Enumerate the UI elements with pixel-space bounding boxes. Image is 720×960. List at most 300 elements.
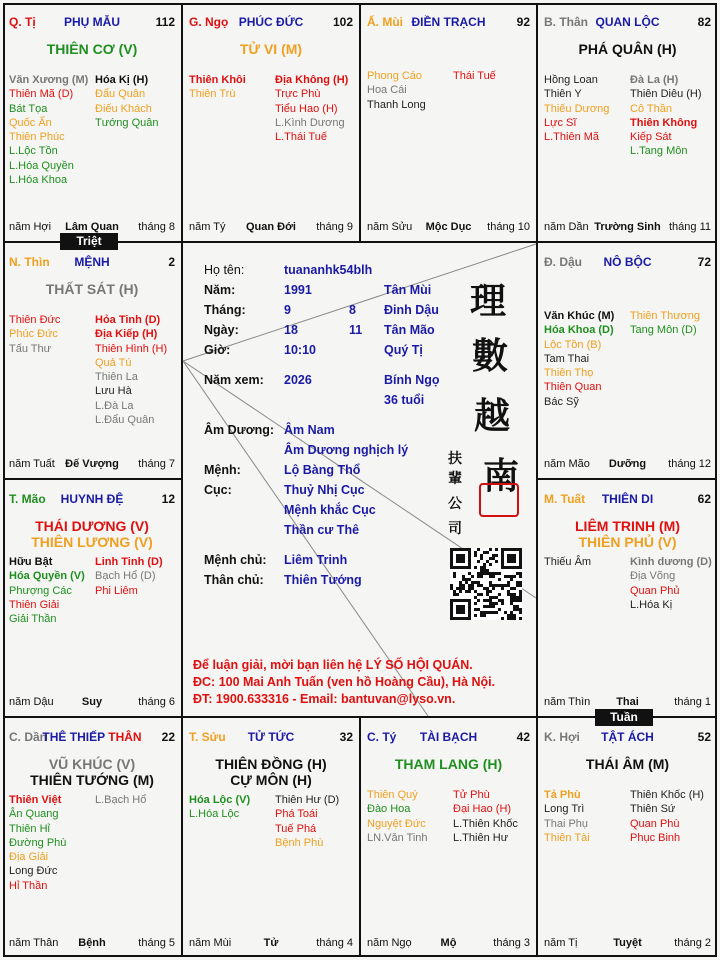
can-chi: C. Dần — [9, 730, 48, 744]
palace-number: 2 — [168, 255, 175, 269]
cycle-year: năm Thân — [9, 937, 59, 949]
minor-star: Đào Hoa — [367, 803, 411, 816]
minor-star: Quan Phủ — [630, 584, 680, 597]
palace-footer — [189, 221, 353, 235]
stars-left — [9, 793, 66, 893]
hour-can-chi: Quý Tị — [384, 343, 423, 357]
cycle-month: tháng 2 — [674, 937, 711, 949]
main-star: VŨ KHÚC (V) — [48, 756, 136, 772]
stars-left — [544, 73, 609, 144]
palace-number: 12 — [161, 492, 175, 506]
minor-star: Tuế Phá — [275, 822, 317, 835]
minor-star: L.Tang Môn — [630, 145, 688, 158]
main-star: PHÁ QUÂN (H) — [578, 41, 677, 57]
than-cu-note: Thần cư Thê — [284, 523, 360, 537]
minor-star: Giải Thần — [9, 613, 57, 626]
can-chi: G. Ngọ — [189, 15, 229, 29]
stars-left — [9, 73, 88, 187]
palace-name — [544, 492, 711, 506]
stars-right — [95, 313, 167, 427]
cuc-label: Cục: — [204, 483, 232, 497]
palace-name-text: THÊ THIẾP — [42, 730, 105, 744]
minor-star: Thiên La — [95, 371, 138, 384]
minor-star: Bạch Hổ (D) — [95, 570, 156, 583]
palace-name-text: THIÊN DI — [601, 492, 654, 506]
minor-star: Hồng Loan — [544, 74, 598, 86]
minor-star: Thiếu Dương — [544, 102, 610, 115]
cycle-month: tháng 1 — [674, 696, 711, 708]
palace-name — [9, 255, 175, 269]
cycle-month: tháng 6 — [138, 696, 175, 708]
palace-name — [544, 15, 711, 29]
calligraphy-char: 越 — [474, 395, 511, 437]
minor-star: Phúc Đức — [9, 328, 58, 341]
minor-star: L.Hóa Quyền — [9, 159, 74, 172]
minor-star: Thiên Diêu (H) — [630, 88, 702, 101]
minor-star: L.Hóa Lộc — [189, 808, 240, 821]
cycle-month: tháng 10 — [487, 221, 530, 233]
cycle-month: tháng 12 — [668, 458, 711, 470]
minor-star: Địa Kiếp (H) — [95, 328, 158, 341]
palace-name-text: QUAN LỘC — [595, 15, 660, 29]
month-label: Tháng: — [204, 303, 246, 317]
minor-star: LN.Văn Tinh — [367, 831, 428, 844]
stars-left — [544, 309, 614, 409]
calligraphy-side: 扶 — [448, 451, 462, 467]
minor-star: L.Thiên Mã — [544, 131, 600, 144]
name-label: Họ tên: — [204, 263, 245, 277]
minor-star: Thiên Sứ — [630, 803, 676, 816]
stars-left — [367, 788, 428, 845]
minor-star: Thiên Hư (D) — [275, 794, 340, 806]
minor-star: Hữu Bật — [9, 556, 53, 568]
stars-left — [544, 555, 591, 569]
minor-star: Địa Giải — [9, 851, 49, 864]
calligraphy-side: 公 — [448, 496, 462, 512]
than-chu-value: Thiên Tướng — [284, 573, 362, 587]
life-stage: Đế Vượng — [65, 458, 119, 470]
palace-cell-ngo — [183, 3, 359, 241]
stars-left — [189, 73, 246, 102]
palace-name — [9, 15, 175, 29]
minor-star: Điếu Khách — [95, 102, 152, 115]
minor-star: L.Hóa Khoa — [9, 174, 68, 187]
minor-star: Thiên Trù — [189, 88, 236, 101]
palace-number: 82 — [697, 15, 711, 29]
calligraphy-char: 理 — [470, 280, 507, 322]
can-chi: T. Sửu — [189, 730, 226, 744]
minor-star: Đường Phù — [9, 836, 67, 849]
palace-header — [9, 730, 175, 746]
can-chi: M. Tuất — [544, 492, 586, 506]
palace-header — [544, 730, 711, 746]
am-duong-value: Âm Nam — [284, 423, 335, 437]
life-stage: Quan Đới — [246, 221, 296, 233]
palace-number: 32 — [339, 730, 353, 744]
cycle-year: năm Dậu — [9, 696, 54, 708]
minor-star: Quan Phù — [630, 817, 680, 830]
palace-name-text: MỆNH — [74, 255, 110, 269]
life-stage: Bệnh — [78, 937, 106, 949]
palace-header — [367, 15, 530, 31]
palace-number: 102 — [332, 15, 353, 29]
palace-footer — [9, 937, 175, 951]
stars-right — [630, 788, 704, 845]
palace-header — [544, 15, 711, 31]
cycle-year: năm Dần — [544, 221, 589, 233]
main-star: THIÊN TƯỚNG (M) — [30, 772, 154, 788]
cycle-month: tháng 8 — [138, 221, 175, 233]
day-lunar: 11 — [349, 323, 363, 337]
stars-left — [189, 793, 250, 822]
palace-name-text: HUYNH ĐỆ — [60, 492, 124, 506]
minor-star: Thiên Y — [544, 88, 582, 101]
palace-cell-thin — [3, 243, 181, 478]
minor-star: L.Hóa Kị — [630, 598, 673, 611]
age-value: 36 tuổi — [384, 393, 425, 407]
palace-name-text: PHÚC ĐỨC — [238, 15, 304, 29]
minor-star: Long Đức — [9, 865, 58, 878]
than-marker: THÂN — [108, 730, 142, 744]
minor-star: Phá Toái — [275, 808, 318, 821]
day-value: 18 — [284, 323, 298, 337]
minor-star: Lực Sĩ — [544, 116, 577, 129]
minor-star: Đẩu Quân — [95, 88, 146, 101]
palace-name-text: TÀI BẠCH — [419, 730, 478, 744]
minor-star: Thiên Hình (H) — [95, 342, 168, 355]
can-chi: K. Hợi — [544, 730, 580, 744]
hour-label: Giờ: — [204, 343, 231, 357]
stars-right — [95, 555, 163, 598]
calligraphy-char: 數 — [472, 335, 509, 377]
life-stage: Mộc Dục — [425, 221, 472, 233]
year-label: Năm: — [204, 283, 236, 297]
minor-star: Tam Thai — [544, 352, 590, 365]
seal-stamp — [479, 483, 519, 517]
minor-star: Thiên Quan — [544, 381, 602, 394]
palace-name — [9, 730, 175, 744]
main-star: CỰ MÔN (H) — [230, 772, 312, 788]
cycle-month: tháng 11 — [668, 221, 711, 233]
triet-badge: Triệt — [60, 233, 118, 250]
life-stage: Trường Sinh — [594, 221, 661, 233]
minor-star: Linh Tinh (D) — [95, 556, 163, 568]
menh-value: Lộ Bàng Thổ — [284, 463, 361, 477]
palace-name — [9, 492, 175, 506]
palace-number: 22 — [161, 730, 175, 744]
minor-star: Tử Phù — [453, 789, 490, 801]
life-stage: Tuyệt — [613, 937, 642, 949]
minor-star: Quả Tú — [95, 356, 132, 369]
minor-star: Văn Khúc (M) — [544, 310, 615, 322]
minor-star: L.Đà La — [95, 399, 134, 412]
palace-number: 92 — [516, 15, 530, 29]
palace-footer — [544, 937, 711, 951]
minor-star: Long Trì — [544, 803, 585, 816]
cycle-month: tháng 4 — [316, 937, 353, 949]
stars-right — [275, 73, 348, 144]
cycle-year: năm Tý — [189, 221, 226, 233]
palace-footer — [367, 937, 530, 951]
minor-star: Thiên Khôi — [189, 74, 246, 86]
minor-star: Văn Xương (M) — [9, 74, 89, 86]
cycle-year: năm Sửu — [367, 221, 413, 233]
minor-star: Hóa Lộc (V) — [189, 794, 251, 806]
minor-star: Thiên Không — [630, 116, 698, 129]
minor-star: L.Bạch Hổ — [95, 794, 147, 806]
day-label: Ngày: — [204, 323, 239, 337]
month-value: 9 — [284, 303, 291, 317]
calligraphy-side: 輩 — [448, 471, 462, 487]
palace-cell-ty — [361, 718, 536, 957]
minor-star: Thiên Tài — [544, 831, 590, 844]
cycle-year: năm Mão — [544, 458, 590, 470]
contact-line: Để luận giải, mời bạn liên hệ LÝ SỐ HỘI QUÁN. — [193, 658, 473, 672]
minor-star: L.Đẩu Quân — [95, 414, 155, 427]
minor-star: Cô Thần — [630, 102, 672, 115]
name-value: tuananhk54blh — [284, 263, 373, 277]
palace-cell-hoi — [538, 718, 717, 957]
minor-star: Thiên Mã (D) — [9, 88, 74, 101]
palace-header — [9, 255, 175, 271]
palace-name-text: TẬT ÁCH — [601, 730, 654, 744]
life-stage: Tử — [263, 937, 279, 949]
palace-footer — [9, 458, 175, 472]
life-stage: Lâm Quan — [65, 221, 119, 233]
minor-star: Thiên Phúc — [9, 131, 65, 144]
palace-name-text: NÔ BỘC — [603, 255, 652, 269]
minor-star: Bát Tọa — [9, 102, 48, 115]
cuc-note: Mệnh khắc Cục — [284, 503, 376, 517]
cycle-year: năm Tị — [544, 937, 578, 949]
minor-star: Thiên Hỉ — [9, 822, 50, 835]
palace-header — [544, 255, 711, 271]
minor-star: Nguyệt Đức — [367, 817, 426, 830]
main-star: LIÊM TRINH (M) — [575, 518, 680, 534]
can-chi: N. Thìn — [9, 255, 50, 269]
tuan-badge: Tuần — [595, 709, 653, 726]
palace-cell-dan — [3, 718, 181, 957]
day-can-chi: Tân Mão — [384, 323, 435, 337]
palace-name — [189, 730, 353, 744]
minor-star: Địa Không (H) — [275, 74, 349, 86]
calligraphy-char: 南 — [483, 455, 520, 497]
minor-star: Thiên Việt — [9, 794, 62, 806]
main-star: THẤT SÁT (H) — [45, 281, 139, 297]
palace-header — [189, 15, 353, 31]
cuc-value: Thuỷ Nhị Cục — [284, 483, 365, 497]
minor-star: Thiên Thương — [630, 310, 701, 322]
minor-star: Hỏa Tinh (D) — [95, 314, 161, 326]
am-duong-label: Âm Dương: — [204, 423, 275, 437]
cycle-month: tháng 9 — [316, 221, 353, 233]
main-star: TỬ VI (M) — [239, 41, 303, 57]
main-star: THÁI ÂM (M) — [585, 756, 670, 772]
minor-star: L.Kình Dương — [275, 116, 345, 129]
palace-cell-ti — [3, 3, 181, 241]
minor-star: Hoa Cái — [367, 84, 407, 97]
palace-cell-mui — [361, 3, 536, 241]
palace-number: 42 — [516, 730, 530, 744]
view-year-can-chi: Bính Ngọ — [384, 373, 440, 387]
palace-number: 72 — [697, 255, 711, 269]
stars-left — [9, 313, 60, 356]
cycle-month: tháng 3 — [493, 937, 530, 949]
cycle-year: năm Mùi — [189, 937, 232, 949]
minor-star: Thai Phụ — [544, 817, 589, 830]
stars-right — [453, 69, 496, 83]
cycle-year: năm Tuất — [9, 458, 55, 470]
am-duong-note: Âm Dương nghịch lý — [284, 443, 409, 457]
minor-star: Ân Quang — [9, 808, 59, 821]
main-star: THIÊN CƠ (V) — [46, 41, 138, 57]
palace-name — [367, 15, 530, 29]
minor-star: Tang Môn (D) — [630, 324, 697, 337]
minor-star: L.Thiên Hư — [453, 831, 509, 844]
palace-cell-tuat — [538, 480, 717, 716]
minor-star: Thiên Thọ — [544, 367, 594, 380]
month-lunar: 8 — [349, 303, 356, 317]
year-can-chi: Tân Mùi — [384, 283, 432, 297]
minor-star: Thiên Đức — [9, 314, 61, 326]
menh-chu-value: Liêm Trinh — [284, 553, 348, 567]
can-chi: B. Thân — [544, 15, 588, 29]
minor-star: L.Lộc Tồn — [9, 145, 58, 158]
stars-right — [95, 73, 159, 130]
stars-right — [95, 793, 146, 807]
center-info-panel — [183, 243, 536, 716]
palace-cell-dau — [538, 243, 717, 478]
minor-star: Lưu Hà — [95, 385, 132, 398]
minor-star: Phong Cáo — [367, 70, 423, 82]
palace-footer — [367, 221, 530, 235]
hour-value: 10:10 — [284, 343, 316, 357]
palace-footer — [544, 696, 711, 710]
minor-star: Đà La (H) — [630, 74, 679, 86]
main-star: THIÊN LƯƠNG (V) — [31, 534, 153, 550]
palace-header — [189, 730, 353, 746]
life-stage: Mộ — [440, 937, 457, 949]
palace-header — [9, 492, 175, 508]
stars-left — [544, 788, 590, 845]
menh-label: Mệnh: — [204, 463, 241, 477]
minor-star: Tướng Quân — [95, 116, 159, 129]
palace-cell-suu — [183, 718, 359, 957]
palace-header — [9, 15, 175, 31]
view-year-label: Năm xem: — [204, 373, 264, 387]
palace-header — [367, 730, 530, 746]
cycle-year: năm Thìn — [544, 696, 591, 708]
palace-name — [544, 730, 711, 744]
main-star: THIÊN PHỦ (V) — [578, 534, 677, 550]
minor-star: Địa Võng — [630, 570, 676, 583]
minor-star: Quốc Ấn — [9, 116, 52, 129]
main-star: THIÊN ĐỒNG (H) — [215, 756, 327, 772]
minor-star: Phượng Các — [9, 584, 72, 597]
life-stage: Thai — [616, 696, 639, 708]
palace-footer — [189, 937, 353, 951]
cycle-year: năm Ngọ — [367, 937, 412, 949]
stars-right — [630, 73, 702, 159]
minor-star: Lộc Tồn (B) — [544, 338, 602, 351]
cycle-year: năm Hợi — [9, 221, 52, 233]
minor-star: Trực Phù — [275, 88, 321, 101]
can-chi: C. Tý — [367, 730, 397, 744]
palace-number: 62 — [697, 492, 711, 506]
can-chi: Q. Tị — [9, 15, 36, 29]
palace-number: 52 — [697, 730, 711, 744]
minor-star: Bệnh Phù — [275, 836, 324, 849]
minor-star: Hỉ Thần — [9, 879, 48, 892]
stars-left — [9, 555, 85, 626]
minor-star: Bác Sỹ — [544, 395, 579, 408]
minor-star: L.Thiên Khốc — [453, 817, 518, 830]
palace-name-text: PHỤ MẪU — [64, 15, 120, 29]
cycle-month: tháng 7 — [138, 458, 175, 470]
minor-star: Kiếp Sát — [630, 131, 672, 144]
palace-header — [544, 492, 711, 508]
minor-star: Phi Liêm — [95, 584, 138, 597]
palace-cell-mao — [3, 480, 181, 716]
palace-name — [189, 15, 353, 29]
minor-star: Hóa Kị (H) — [95, 74, 149, 86]
stars-right — [630, 309, 700, 338]
minor-star: Phục Binh — [630, 831, 681, 844]
stars-right — [275, 793, 339, 850]
minor-star: Đại Hao (H) — [453, 803, 512, 816]
menh-chu-label: Mệnh chủ: — [204, 553, 267, 567]
palace-footer — [544, 458, 711, 472]
palace-name-text: TỬ TỨC — [247, 730, 295, 744]
minor-star: Hóa Quyền (V) — [9, 570, 85, 583]
palace-footer — [9, 696, 175, 710]
palace-footer — [544, 221, 711, 235]
main-star: THAM LANG (H) — [394, 756, 503, 772]
month-can-chi: Đinh Dậu — [384, 303, 439, 317]
qr-code[interactable] — [450, 548, 522, 620]
main-star: THÁI DƯƠNG (V) — [35, 518, 149, 534]
than-chu-label: Thân chủ: — [204, 573, 264, 587]
minor-star: Thái Tuế — [453, 70, 496, 82]
minor-star: Tả Phù — [544, 789, 581, 801]
address-line: ĐC: 100 Mai Anh Tuấn (ven hồ Hoàng Cầu), Hà Nội. — [193, 675, 496, 689]
phone-email-line[interactable]: ĐT: 1900.633316 - Email: bantuvan@lyso.vn. — [193, 692, 456, 706]
minor-star: Hóa Khoa (D) — [544, 324, 614, 337]
minor-star: Tiểu Hao (H) — [275, 102, 338, 115]
minor-star: L.Thái Tuế — [275, 131, 327, 144]
stars-right — [453, 788, 518, 845]
minor-star: Thiên Giải — [9, 598, 60, 611]
palace-name — [544, 255, 711, 269]
minor-star: Tấu Thư — [9, 342, 52, 355]
year-value: 1991 — [284, 283, 312, 297]
stars-left — [367, 69, 426, 112]
life-stage: Suy — [81, 696, 103, 708]
palace-name-text: ĐIỀN TRẠCH — [411, 15, 486, 29]
palace-number: 112 — [155, 15, 175, 29]
cycle-month: tháng 5 — [138, 937, 175, 949]
minor-star: Thiên Khốc (H) — [630, 789, 704, 801]
can-chi: Đ. Dậu — [544, 255, 583, 269]
minor-star: Thanh Long — [367, 98, 426, 111]
stars-right — [630, 555, 712, 612]
view-year-value: 2026 — [284, 373, 312, 387]
can-chi: Ấ. Mùi — [367, 15, 403, 29]
minor-star: Thiên Quý — [367, 789, 418, 801]
can-chi: T. Mão — [9, 492, 46, 506]
minor-star: Thiếu Âm — [544, 556, 592, 568]
palace-cell-than — [538, 3, 717, 241]
